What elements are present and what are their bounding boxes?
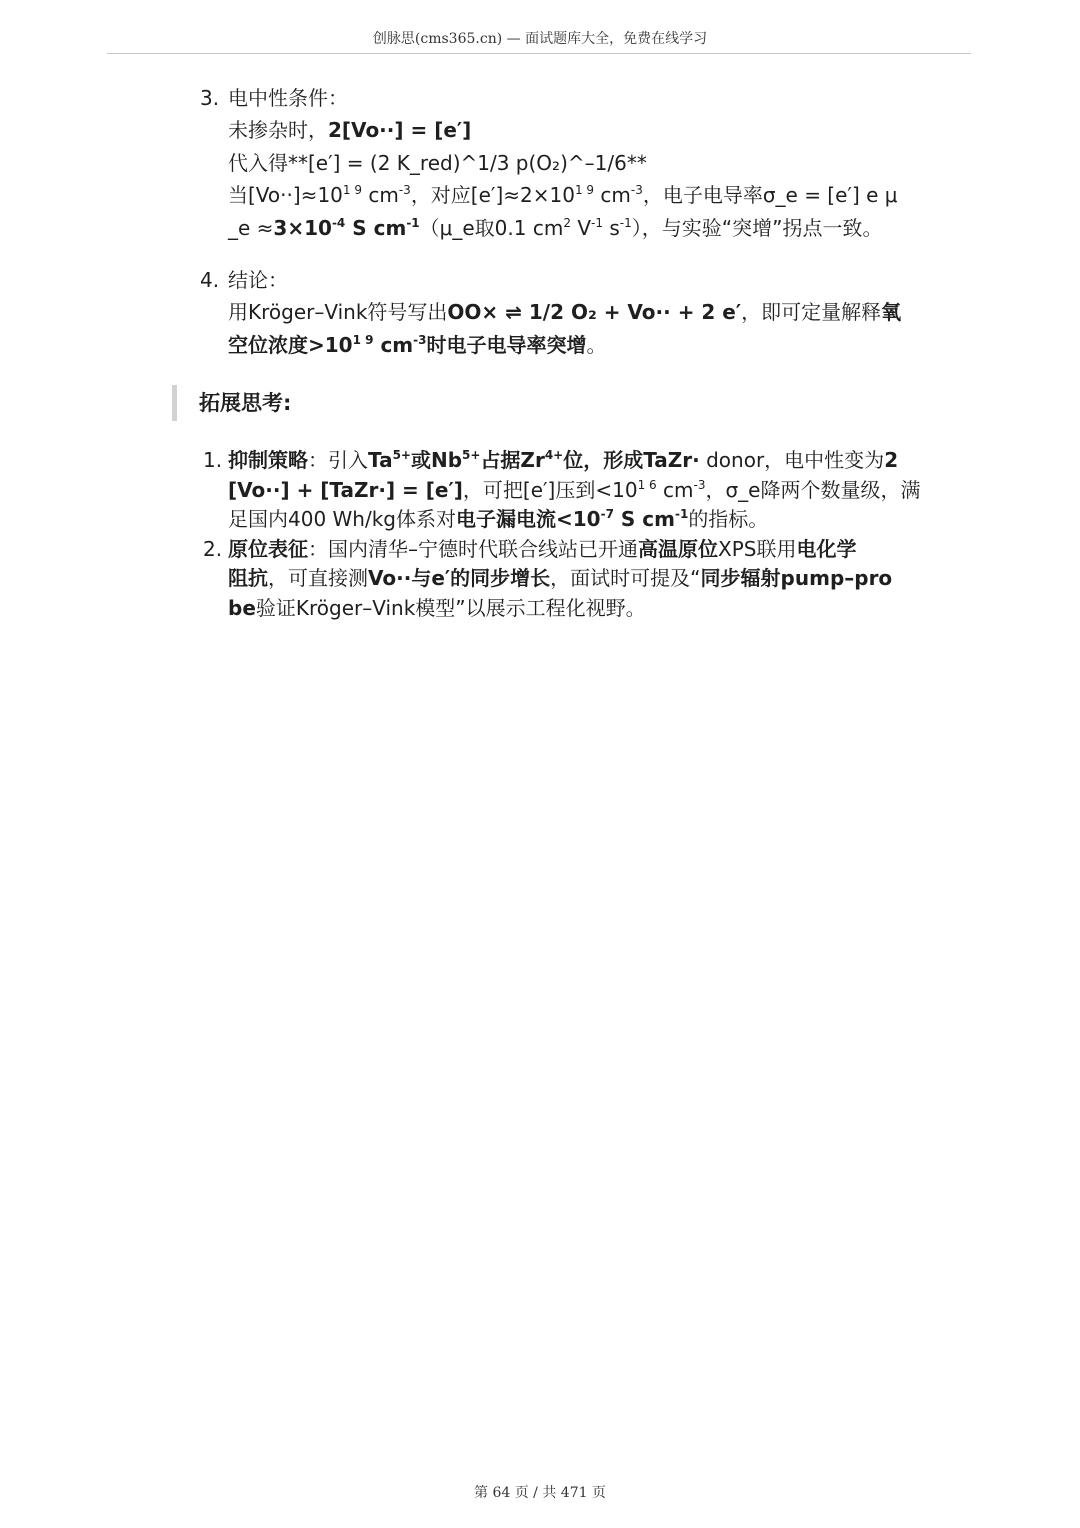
text-line	[203, 594, 933, 624]
bold-unit: S cm	[345, 215, 407, 240]
item-title: 电中性条件：	[228, 86, 348, 110]
section-heading: 拓展思考:	[172, 385, 291, 421]
bold-formula: OO× ⇌ 1/2 O₂ + Vo·· + 2 e′	[447, 300, 742, 324]
item-number: 3.	[200, 86, 220, 110]
bold-text: 位，形成TaZr·	[563, 448, 700, 472]
bold-text: 空位浓度>10	[228, 332, 353, 357]
text-span: （μ_e取0.1 cm	[419, 215, 564, 240]
text-line	[200, 329, 930, 362]
text-line	[200, 212, 930, 245]
list-item-4	[200, 264, 930, 296]
bold-value: 3×10	[273, 215, 332, 240]
text-span: 未掺杂时，	[228, 118, 328, 142]
superscript: 5+	[462, 448, 481, 462]
text-span: 的指标。	[688, 507, 769, 531]
text-line	[200, 114, 930, 147]
superscript: -3	[693, 477, 706, 492]
text-line	[200, 179, 930, 212]
text-span: s	[602, 215, 620, 240]
superscript: -3	[630, 183, 643, 197]
text-span: XPS联用	[718, 536, 797, 561]
superscript: 1 6	[637, 477, 657, 492]
extension-list	[203, 446, 933, 623]
text-span: cm	[594, 183, 631, 207]
superscript: -4	[331, 215, 346, 230]
text-span: ，可把[e′]压到<10	[462, 477, 638, 502]
bold-text: 或Nb	[410, 448, 463, 472]
bold-text: 氧	[881, 300, 902, 324]
bold-text: Ta	[368, 448, 393, 472]
superscript: -3	[398, 183, 411, 197]
superscript: -1	[591, 215, 603, 230]
text-span: _e ≈	[228, 215, 274, 240]
bold-text: 2	[884, 448, 899, 472]
bold-text: S cm	[613, 507, 675, 531]
page-header: 创脉思(cms365.cn) — 面试题库大全，免费在线学习	[372, 31, 708, 47]
list-item-ext-1	[203, 446, 933, 476]
bold-text: 同步辐射pump–pro	[700, 566, 893, 590]
superscript: 1 9	[342, 183, 362, 197]
item-number: 4.	[200, 268, 220, 292]
bold-text: 时电子电导率突增	[426, 332, 587, 357]
text-line	[200, 147, 930, 180]
page-footer: 第 64 页 / 共 471 页	[474, 1485, 606, 1501]
superscript: -1	[619, 215, 632, 230]
text-span: cm	[362, 183, 399, 207]
bold-text: 抑制策略	[228, 448, 308, 472]
item-title: 结论：	[228, 268, 288, 292]
bold-text: 高温原位	[638, 536, 718, 561]
text-span: V	[570, 215, 592, 240]
main-content	[200, 82, 930, 361]
text-span: ：国内清华–宁德时代联合线站已开通	[308, 536, 638, 561]
bold-text: 阻抗	[228, 566, 268, 590]
text-span: ，对应[e′]≈2×10	[410, 183, 575, 207]
text-span: 。	[586, 332, 607, 357]
superscript: 1 9	[352, 332, 374, 347]
text-span: 足国内400 Wh/kg体系对	[228, 507, 456, 531]
list-item-ext-2	[203, 535, 933, 565]
text-span: 用Kröger–Vink符号写出	[228, 300, 448, 324]
text-span: donor，电中性变为	[699, 448, 885, 472]
superscript: -7	[600, 507, 614, 521]
superscript: -3	[413, 332, 427, 347]
bold-text: 电子漏电流<10	[456, 507, 601, 531]
bold-formula: 2[Vo··] = [e′]	[328, 118, 472, 142]
text-span: ，σ_e降两个数量级，满	[705, 477, 921, 502]
text-line	[203, 476, 933, 506]
superscript: -1	[674, 507, 689, 521]
bold-text: Vo··与e′的同步增长	[368, 566, 551, 590]
item-number: 2.	[203, 536, 223, 561]
text-span: 代入得**[e′] = (2 K_red)^1/3 p(O₂)^–1/6**	[228, 150, 647, 175]
header-divider	[107, 53, 971, 54]
text-span: ），与实验“突增”拐点一致。	[631, 215, 883, 240]
text-span: ：引入	[308, 448, 368, 472]
text-span: ，可直接测	[268, 566, 368, 590]
list-item-3	[200, 82, 930, 114]
superscript: 4+	[544, 448, 564, 462]
text-span: ，电子电导率σ_e = [e′] e μ	[642, 183, 898, 207]
text-span: 验证Kröger–Vink模型”以展示工程化视野。	[255, 595, 646, 620]
bold-text: 原位表征	[228, 536, 308, 561]
text-span: cm	[656, 477, 694, 502]
bold-text: 占据Zr	[480, 448, 545, 472]
text-span: 当[Vo··]≈10	[228, 183, 343, 207]
text-line	[203, 564, 933, 594]
superscript: -1	[406, 215, 420, 230]
superscript: 1 9	[574, 183, 595, 197]
text-span: ，面试时可提及“	[550, 566, 701, 590]
superscript: 5+	[392, 448, 411, 462]
superscript: 2	[563, 215, 571, 230]
bold-text: be	[228, 595, 256, 620]
bold-formula: [Vo··] + [TaZr·] = [e′]	[228, 477, 463, 502]
item-number: 1.	[203, 448, 223, 472]
text-line	[203, 505, 933, 535]
text-span: ，即可定量解释	[741, 300, 882, 324]
bold-text: cm	[373, 332, 414, 357]
text-line	[200, 296, 930, 329]
bold-text: 电化学	[796, 536, 857, 561]
